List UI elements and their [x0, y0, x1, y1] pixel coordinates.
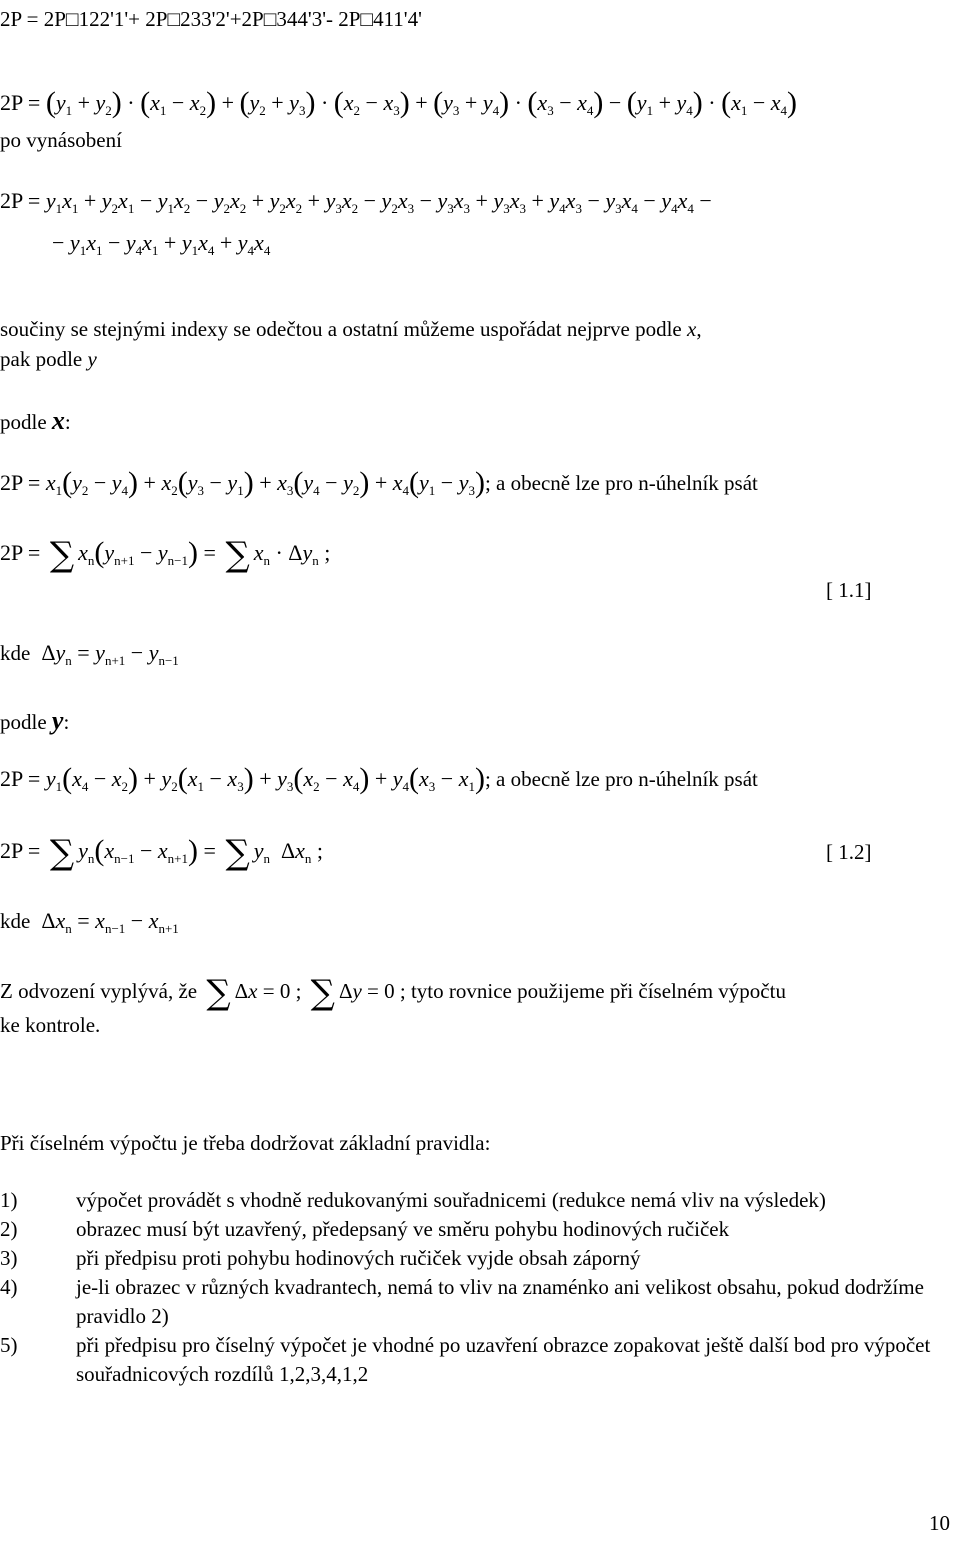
heading-podle-x: podle x:	[0, 406, 71, 435]
rule-item: 1) výpočet provádět s vhodně redukovanými souřadnicemi (redukce nemá vliv na výsledek)	[0, 1188, 826, 1212]
text-zodvozeni: Z odvození vyplývá, že ∑ Δx = 0 ; ∑ Δy = 0 ; tyto rovnice použijeme při číselném výpočtu	[0, 973, 786, 1013]
rule-item: 3) při předpisu proti pohybu hodinových ručiček vyjde obsah záporný	[0, 1246, 641, 1270]
page-number: 10	[929, 1511, 950, 1535]
equation-expanded-line2: − $y_1x_1 - y_4x_1 + y_1x_4 + y_4x_4$	[52, 230, 271, 258]
equation-decomposition: 2P = 2P□122'1'+ 2P□233'2'+2P□344'3'- 2P□411'4'	[0, 7, 422, 31]
text-po-vynasobeni: po vynásobení	[0, 128, 122, 152]
equation-podle-x: $2P = x_1(y_2 - y_4) + x_2(y_3 - y_1) + x_3(y_4 - y_2) + x_4(y_1 - y_3)$; a obecně lze pro n-úhelník psát	[0, 466, 758, 499]
equation-podle-y: $2P = y_1(x_4 - x_2) + y_2(x_1 - x_3) + y_3(x_2 - x_4) + y_4(x_3 - x_1)$; a obecně lze pro n-úhelník psát	[0, 762, 758, 795]
definition-delta-y: kde $\Delta y_n = y_{n+1} - y_{n-1}$	[0, 640, 179, 668]
equation-general-x: 2P = ∑ $x_n(y_{n+1} - y_{n-1})$ = ∑ $x_n \cdot \Delta y_n$ ;	[0, 535, 331, 575]
text-ke-kontrole: ke kontrole.	[0, 1013, 101, 1037]
text-souciny-line2: pak podle y	[0, 347, 97, 371]
text-souciny-line1: součiny se stejnými indexy se odečtou a ostatní můžeme uspořádat nejprve podle x,	[0, 317, 702, 341]
rule-item: 4) je-li obrazec v různých kvadrantech, nemá to vliv na znaménko ani velikost obsahu, pokud dodržíme pravidlo 2)	[0, 1275, 924, 1328]
rule-item: 5) při předpisu pro číselný výpočet je vhodné po uzavření obrazce zopakovat ještě další bod pro výpočet souřadnicových rozdílů 1,2,3,4,1,2	[0, 1333, 931, 1386]
equation-ref-1-2: [ 1.2]	[826, 840, 872, 864]
definition-delta-x: kde $\Delta x_n = x_{n-1} - x_{n+1}$	[0, 908, 179, 936]
text-pri-ciselnem: Při číselném výpočtu je třeba dodržovat základní pravidla:	[0, 1131, 491, 1155]
equation-general-y: 2P = ∑ $y_n(x_{n-1} - x_{n+1})$ = ∑ $y_n$ $\Delta x_n$ ;	[0, 833, 324, 873]
equation-2p-products: $2P = (y_1 + y_2) \cdot (x_1 - x_2) + (y_2 + y_3) \cdot (x_2 - x_3) + (y_3 + y_4) \cdot (x_3 - x_4) - (y_1 + y_4) \cdot (x_1 - x_4)$	[0, 86, 798, 119]
rules-list	[0, 1186, 950, 1389]
equation-expanded-line1: $2P = y_1x_1 + y_2x_1 - y_1x_2 - y_2x_2 + y_2x_2 + y_3x_2 - y_2x_3 - y_3x_3 + y_3x_3 + y_4x_3 - y_3x_4 - y_4x_4$ −	[0, 188, 712, 216]
equation-ref-1-1: [ 1.1]	[826, 578, 872, 602]
label-2p: 2P =	[0, 90, 41, 115]
rule-item: 2) obrazec musí být uzavřený, předepsaný ve směru pohybu hodinových ručiček	[0, 1217, 730, 1241]
heading-podle-y: podle y:	[0, 706, 70, 735]
